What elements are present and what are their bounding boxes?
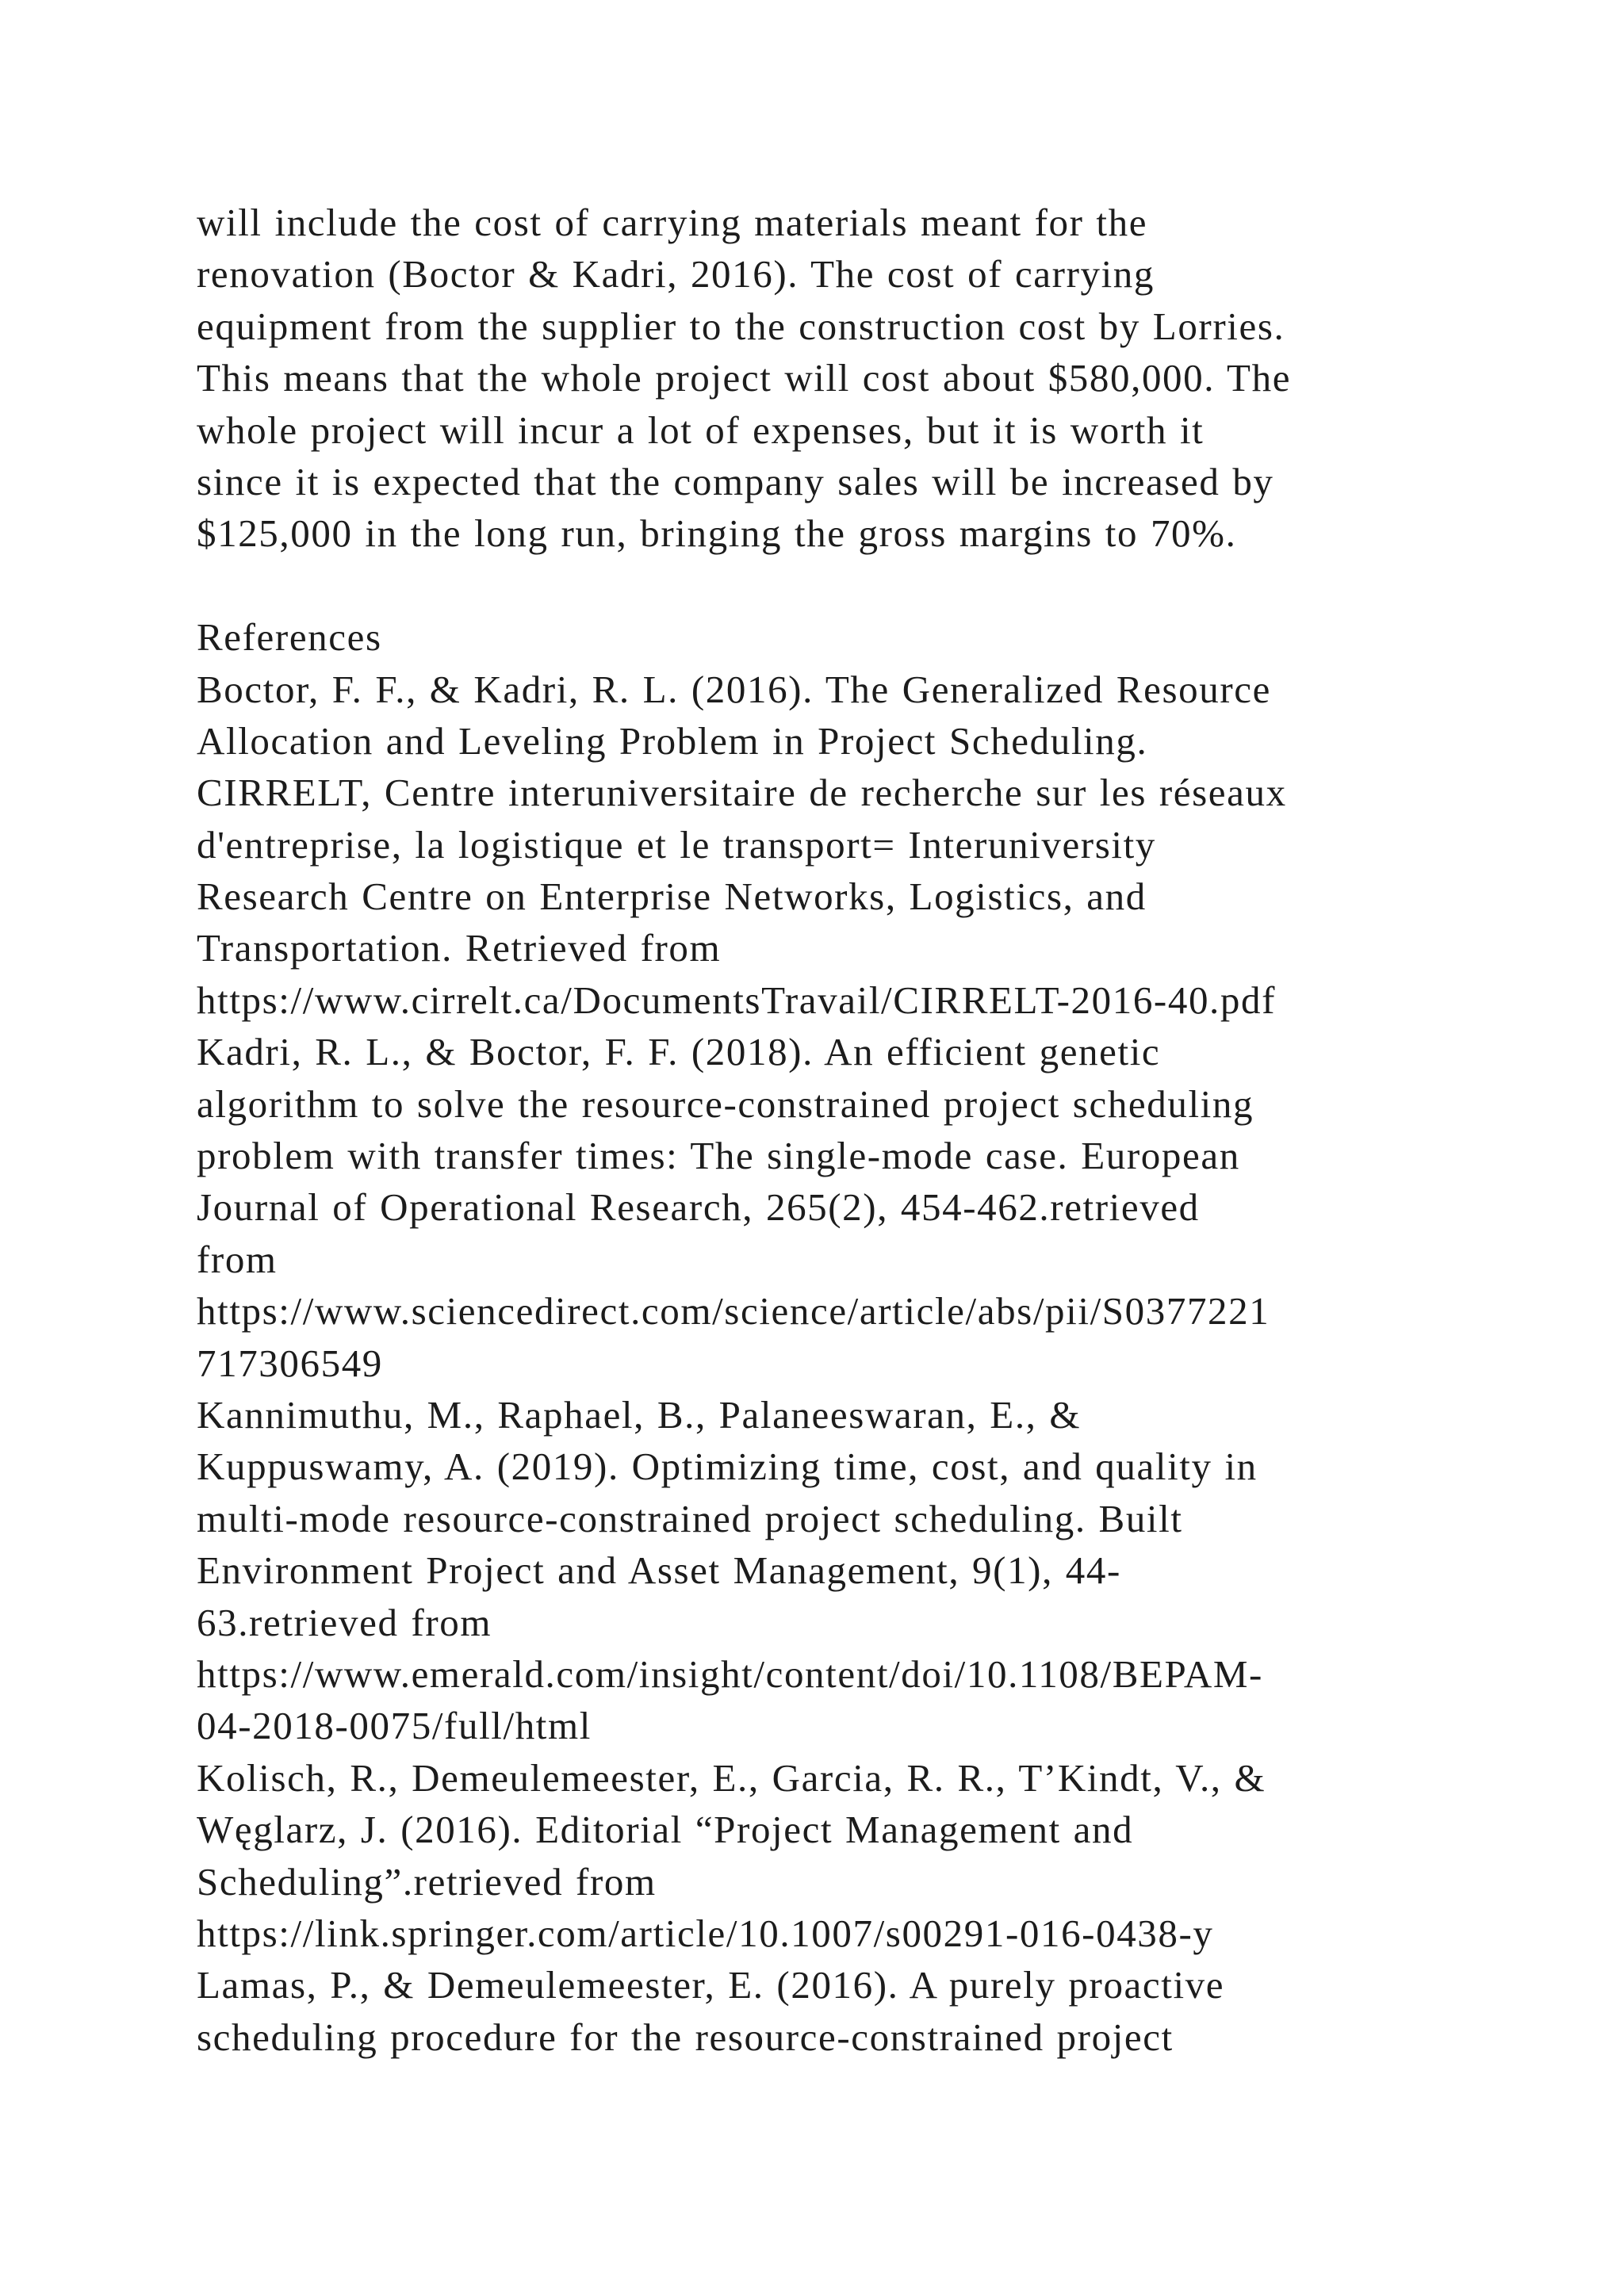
reference-line: Journal of Operational Research, 265(2), 454-462.retrieved [197,1185,1200,1230]
reference-line: Transportation. Retrieved from [197,926,722,970]
reference-line: multi-mode resource-constrained project scheduling. Built [197,1496,1183,1540]
text-line: equipment from the supplier to the construction cost by Lorries. [197,304,1285,348]
reference-link: 717306549 [197,1341,383,1385]
reference-line: Environment Project and Asset Management, 9(1), 44- [197,1548,1121,1593]
reference-line: Kadri, R. L., & Boctor, F. F. (2018). An efficient genetic [197,1030,1161,1074]
reference-line: Węglarz, J. (2016). Editorial “Project Management and [197,1808,1134,1852]
reference-line: Research Centre on Enterprise Networks, Logistics, and [197,874,1147,919]
reference-line: Boctor, F. F., & Kadri, R. L. (2016). The Generalized Resource [197,667,1271,711]
reference-link: 04-2018-0075/full/html [197,1704,592,1748]
reference-link: https://www.cirrelt.ca/DocumentsTravail/CIRRELT-2016-40.pdf [197,978,1277,1022]
reference-line: Allocation and Leveling Problem in Project Scheduling. [197,718,1148,763]
document-page [197,197,1465,2063]
references-heading: References [197,615,382,660]
reference-line: Lamas, P., & Demeulemeester, E. (2016). A purely proactive [197,1963,1225,2007]
reference-link: https://link.springer.com/article/10.1007/s00291-016-0438-y [197,1911,1214,1955]
reference-line: scheduling procedure for the resource-constrained project [197,2015,1174,2059]
reference-line: Kolisch, R., Demeulemeester, E., Garcia, R. R., T’Kindt, V., & [197,1755,1266,1800]
reference-line: problem with transfer times: The single-mode case. European [197,1134,1240,1178]
reference-line: from [197,1237,278,1281]
reference-line: Scheduling”.retrieved from [197,1859,657,1904]
reference-line: Kuppuswamy, A. (2019). Optimizing time, cost, and quality in [197,1445,1258,1489]
reference-link: https://www.sciencedirect.com/science/article/abs/pii/S0377221 [197,1289,1270,1334]
reference-line: algorithm to solve the resource-constrained project scheduling [197,1081,1254,1126]
body-paragraph [197,197,1465,560]
reference-line: 63.retrieved from [197,1600,492,1644]
text-line: since it is expected that the company sales will be increased by [197,459,1274,503]
text-line: $125,000 in the long run, bringing the gross margins to 70%. [197,511,1237,556]
text-line: renovation (Boctor & Kadri, 2016). The cost of carrying [197,252,1155,297]
paragraph-spacer [197,560,1465,611]
text-line: whole project will incur a lot of expenses, but it is worth it [197,408,1205,452]
reference-line: d'entreprise, la logistique et le transport= Interuniversity [197,822,1156,867]
reference-link: https://www.emerald.com/insight/content/doi/10.1108/BEPAM- [197,1651,1263,1696]
references-section [197,611,1465,2063]
text-line: This means that the whole project will cost about $580,000. The [197,356,1292,400]
text-line: will include the cost of carrying materials meant for the [197,201,1148,244]
reference-line: Kannimuthu, M., Raphael, B., Palaneeswaran, E., & [197,1392,1082,1437]
reference-line: CIRRELT, Centre interuniversitaire de recherche sur les réseaux [197,771,1287,815]
